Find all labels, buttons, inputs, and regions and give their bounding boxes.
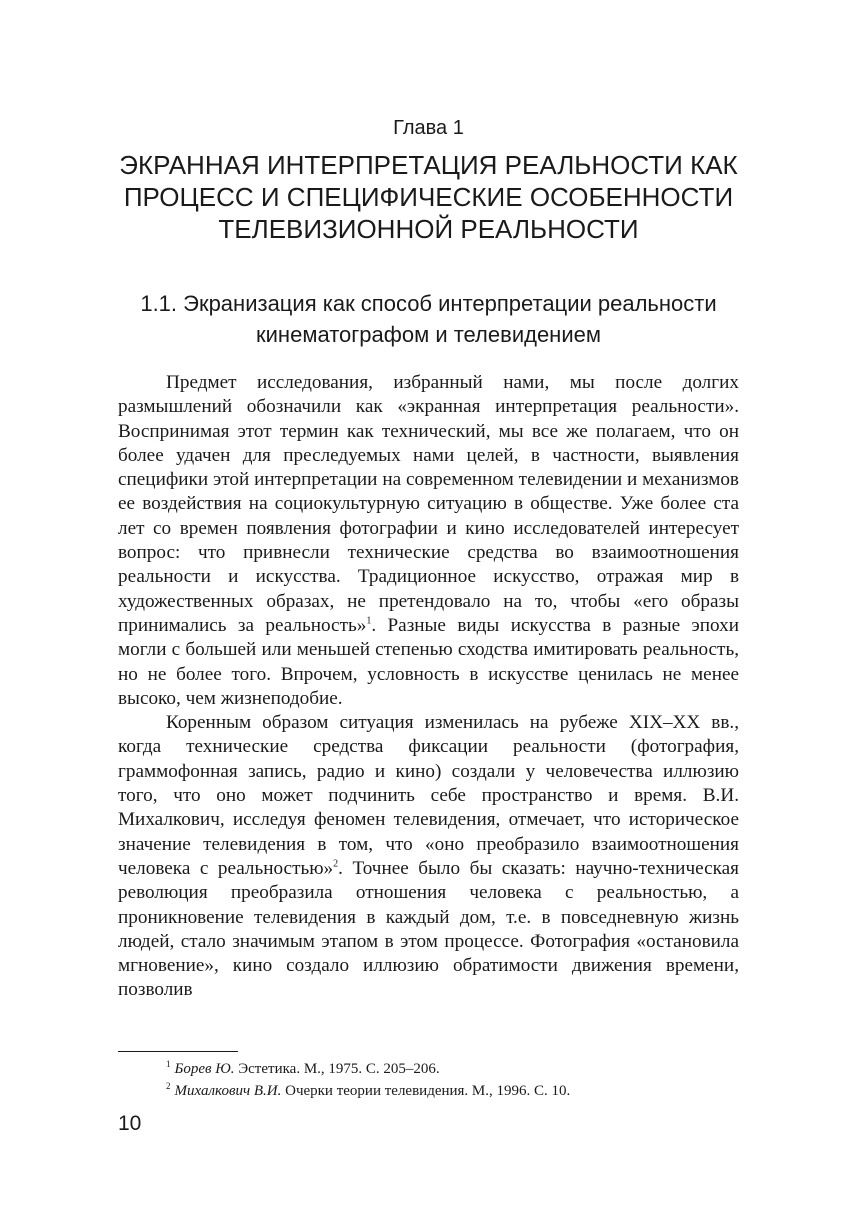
footnote-text: Эстетика. М., 1975. С. 205–206. xyxy=(234,1061,440,1077)
section-title-line: кинематографом и телевидением xyxy=(256,322,601,347)
footnote-mark: 2 xyxy=(166,1081,171,1091)
body-text xyxy=(118,371,739,1003)
footnotes xyxy=(118,1058,739,1102)
paragraph-text: . Разные виды искусства в разные эпохи могли с большей или меньшей степенью сходства имитировать реальность, но не более того. Впрочем, условность в искусстве ценилась не менее высоко, чем жизнеподобие. xyxy=(118,614,739,709)
section-title xyxy=(114,288,743,350)
footnote-reference[interactable]: 1 xyxy=(366,615,372,627)
footnote xyxy=(118,1080,739,1102)
footnote-author: Михалкович В.И. xyxy=(174,1083,282,1099)
paragraph-text: Предмет исследования, избранный нами, мы после долгих размышлений обозначили как «экранная интерпретация реальности». Воспринимая этот термин как технический, мы все же полагаем, что он более удачен для преследуемых нами целей, в частности, выявления специфики этой интерпретации на современном телевидении и механизмов ее воздействия на социокультурную ситуацию в обществе. Уже более ста лет со времен появления фотографии и кино исследователей интересует вопрос: что привнесли технические средства во взаимоотношения реальности и искусства. Традиционное искусство, отражая мир в художественных образах, не претендовало на то, чтобы «его образы принимались за реальность» xyxy=(118,372,739,636)
footnote-reference[interactable]: 2 xyxy=(333,858,339,870)
footnote xyxy=(118,1058,739,1080)
chapter-title-line: ЭКРАННАЯ ИНТЕРПРЕТАЦИЯ РЕАЛЬНОСТИ КАК xyxy=(119,150,738,180)
paragraph xyxy=(118,711,739,1003)
book-page xyxy=(118,0,739,1211)
chapter-title xyxy=(108,149,749,245)
paragraph xyxy=(118,371,739,711)
chapter-label: Глава 1 xyxy=(393,117,464,139)
footnote-separator xyxy=(118,1051,238,1052)
paragraph-text: Коренным образом ситуация изменилась на рубеже XIX–XX вв., когда технические средства фиксации реальности (фотография, граммофонная запись, радио и кино) создали у человечества иллюзию того, что оно может подчинить себе пространство и время. В.И. Михалкович, исследуя феномен телевидения, отмечает, что историческое значение телевидения в том, что «оно преобразило взаимоотношения человека с реальностью» xyxy=(118,712,739,879)
section-title-line: 1.1. Экранизация как способ интерпретации реальности xyxy=(140,291,717,316)
footnote-mark: 1 xyxy=(166,1059,171,1069)
footnote-author: Борев Ю. xyxy=(174,1061,235,1077)
paragraph-text: . Точнее было бы сказать: научно-техническая революция преобразила отношения человека с реальностью, а проникновение телевидения в каждый дом, т.е. в повседневную жизнь людей, стало значимым этапом в этом процессе. Фотография «остановила мгновение», кино создало иллюзию обратимости движения времени, позволив xyxy=(118,857,739,1001)
page-number: 10 xyxy=(118,1112,142,1135)
chapter-title-line: ПРОЦЕСС И СПЕЦИФИЧЕСКИЕ ОСОБЕННОСТИ xyxy=(123,182,734,212)
chapter-title-line: ТЕЛЕВИЗИОННОЙ РЕАЛЬНОСТИ xyxy=(218,214,639,244)
footnote-text: Очерки теории телевидения. М., 1996. С. 10. xyxy=(281,1083,571,1099)
